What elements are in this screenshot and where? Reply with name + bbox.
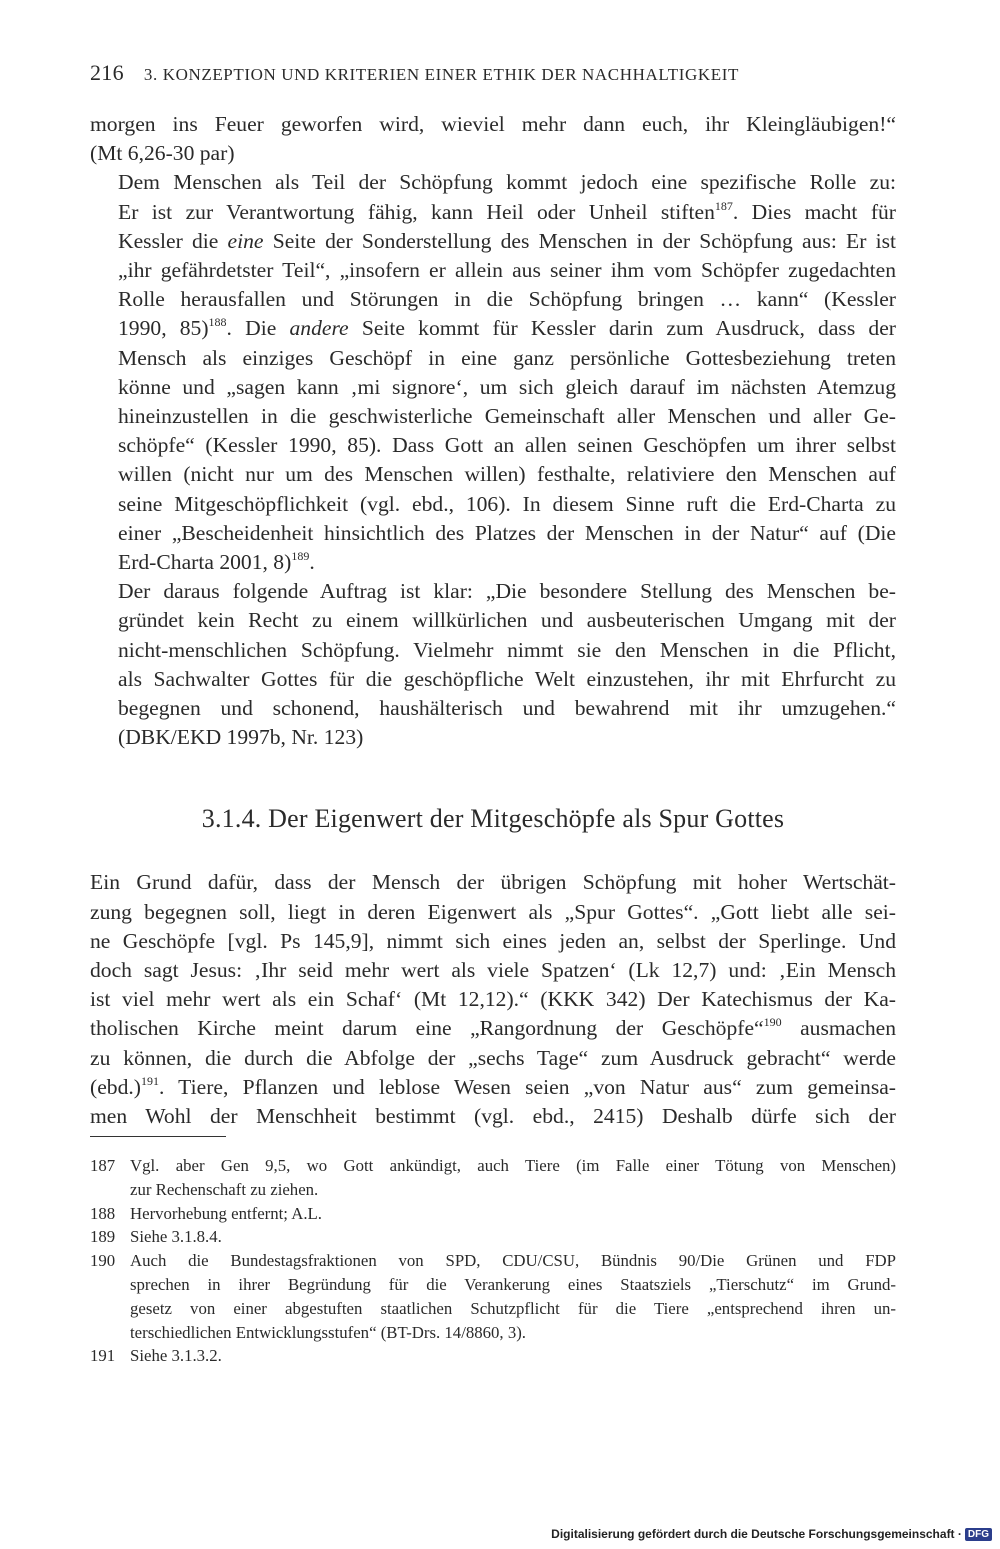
- text-line: doch sagt Jesus: ‚Ihr seid mehr wert als viele Spatzen‘ (Lk 12,7) und: ‚Ein Mensch: [90, 958, 896, 983]
- text-line: ne Geschöpfe [vgl. Ps 145,9], nimmt sich eines jeden an, selbst der Sperlinge. Und: [90, 928, 896, 953]
- text-line: seine Mitgeschöpflichkeit (vgl. ebd., 106). In diesem Sinne ruft die Erd-Charta zu: [118, 491, 896, 516]
- text-line: Rolle herausfallen und Störungen in die Schöpfung bringen … kann“ (Kessler: [118, 287, 896, 312]
- paragraph-3: [90, 577, 896, 752]
- footnote-number: 188: [90, 1203, 116, 1223]
- digitization-watermark: [551, 1527, 992, 1541]
- footnote-ref-190: 190: [763, 1015, 782, 1030]
- footnote-number: 191: [90, 1346, 116, 1366]
- text-line: morgen ins Feuer geworfen wird, wieviel mehr dann euch, ihr Kleingläubigen!“: [90, 112, 896, 136]
- text-line: hineinzustellen in die geschwisterliche Gemeinschaft aller Menschen und aller Ge-: [118, 404, 896, 429]
- paragraph-2: [90, 168, 896, 577]
- text-line: ist viel mehr wert als ein Schaf‘ (Mt 12,12).“ (KKK 342) Der Katechismus der Ka-: [90, 987, 896, 1012]
- footnote-line: Siehe 3.1.8.4.: [130, 1227, 222, 1247]
- text-line: 1990, 85)$^{188}$. Die andere Seite kommt für Kessler darin zum Ausdruck, dass der: [118, 315, 896, 341]
- footnote-number: 189: [90, 1227, 116, 1247]
- footnote-line: Auch die Bundestagsfraktionen von SPD, CDU/CSU, Bündnis 90/Die Grünen und FDP: [130, 1251, 896, 1271]
- section-heading: 3.1.4. Der Eigenwert der Mitgeschöpfe als Spur Gottes: [201, 804, 785, 834]
- footnote-line: gesetz von einer abgestuften staatlichen Schutzpflicht für die Tiere „entsprechend ihren un-: [130, 1298, 896, 1318]
- text-line: gründet kein Recht zu einem willkürlichen und ausbeuterischen Umgang mit der: [118, 608, 896, 633]
- text-line: $(ebd.)^{191}$. Tiere, Pflanzen und leblose Wesen seien „von Natur aus“ zum gemeinsa-: [90, 1073, 896, 1099]
- text-line: Ein Grund dafür, dass der Mensch der übrigen Schöpfung mit hoher Wertschät-: [90, 870, 896, 895]
- text-line: zung begegnen soll, liegt in deren Eigenwert als „Spur Gottes“. „Gott liebt alle sei-: [90, 899, 896, 924]
- watermark-text: Digitalisierung gefördert durch die Deutsche Forschungsgemeinschaft ·: [551, 1527, 962, 1541]
- running-header: [90, 60, 910, 86]
- paragraph-1: [90, 110, 896, 168]
- footnote-line: Siehe 3.1.3.2.: [130, 1346, 222, 1366]
- text-line: Mensch als einziges Geschöpf in eine ganz persönliche Gottesbeziehung treten: [118, 345, 896, 370]
- dfg-logo: DFG: [965, 1528, 992, 1541]
- paragraph-4: [90, 868, 896, 1131]
- footnote-line: sprechen in ihrer Begründung für die Verankerung eines Staatsziels „Tierschutz“ im Grund-: [130, 1274, 896, 1294]
- body-text: [90, 110, 896, 1131]
- text-line: Der daraus folgende Auftrag ist klar: „Die besondere Stellung des Menschen be-: [118, 579, 896, 604]
- footnote-191: [90, 1344, 896, 1368]
- footnote-187: [90, 1154, 896, 1202]
- text-line: tholischen Kirche meint darum eine „Rangordnung der Geschöpfe“$^{190}$ ausmachen: [90, 1015, 897, 1041]
- footnote-line: Vgl. aber Gen 9,5, wo Gott ankündigt, auch Tiere (im Falle einer Tötung von Menschen): [130, 1156, 896, 1175]
- page-number: 216: [90, 60, 124, 85]
- footnote-line: zur Rechenschaft zu ziehen.: [130, 1179, 319, 1199]
- text-line: Dem Menschen als Teil der Schöpfung kommt jedoch eine spezifische Rolle zu:: [118, 170, 896, 195]
- footnote-line: Hervorhebung entfernt; A.L.: [130, 1203, 322, 1223]
- text-line: könne und „sagen kann ‚mi signore‘, um sich gleich darauf im nächsten Atemzug: [118, 374, 896, 399]
- running-title: 3. KONZEPTION UND KRITERIEN EINER ETHIK DER NACHHALTIGKEIT: [143, 65, 740, 84]
- text-line: men Wohl der Menschheit bestimmt (vgl. ebd., 2415) Deshalb dürfe sich der: [90, 1104, 896, 1129]
- footnote-190: [90, 1249, 896, 1344]
- text-line: Kessler die eine Seite der Sonderstellung des Menschen in der Schöpfung aus: Er ist: [118, 228, 896, 253]
- footnote-ref-189: 189: [291, 549, 310, 564]
- footnote-number: 187: [90, 1156, 116, 1175]
- text-line: als Sachwalter Gottes für die geschöpfliche Welt einzustehen, ihr mit Ehrfurcht zu: [118, 666, 896, 691]
- footnote-ref-191: 191: [140, 1073, 159, 1088]
- text-line: einer „Bescheidenheit hinsichtlich des Platzes der Menschen in der Natur“ auf (Die: [118, 520, 896, 545]
- text-line: Erd-Charta 2001, 8)$^{189}$.: [118, 549, 315, 575]
- text-line: nicht-menschlichen Schöpfung. Vielmehr nimmt sie den Menschen in die Pflicht,: [118, 637, 896, 662]
- text-line: „ihr gefährdetster Teil“, „insofern er allein aus seiner ihm vom Schöpfer zugedachten: [118, 258, 896, 283]
- text-line: willen (nicht nur um des Menschen willen) festhalte, relativiere den Menschen auf: [118, 462, 896, 487]
- text-line: (Mt 6,26-30 par): [90, 141, 235, 166]
- footnote-188: [90, 1202, 896, 1226]
- footnote-ref-187: 187: [714, 198, 733, 213]
- text-line: (DBK/EKD 1997b, Nr. 123): [118, 725, 364, 750]
- footnote-189: [90, 1225, 896, 1249]
- text-line: zu können, die durch die Abfolge der „sechs Tage“ zum Ausdruck gebracht“ werde: [90, 1045, 896, 1070]
- text-line: Er ist zur Verantwortung fähig, kann Heil oder Unheil stiften$^{187}$. Dies macht für: [118, 198, 896, 224]
- footnote-ref-188: 188: [208, 315, 227, 330]
- footnotes: [90, 1154, 896, 1368]
- footnote-line: terschiedlichen Entwicklungsstufen“ (BT-Drs. 14/8860, 3).: [130, 1322, 526, 1342]
- text-line: schöpfe“ (Kessler 1990, 85). Dass Gott an allen seinen Geschöpfen um ihrer selbst: [118, 433, 896, 458]
- footnote-number: 190: [90, 1251, 116, 1271]
- footnote-divider: [90, 1136, 226, 1137]
- text-line: begegnen und schonend, haushälterisch und bewahrend mit ihr umzugehen.“: [118, 696, 896, 721]
